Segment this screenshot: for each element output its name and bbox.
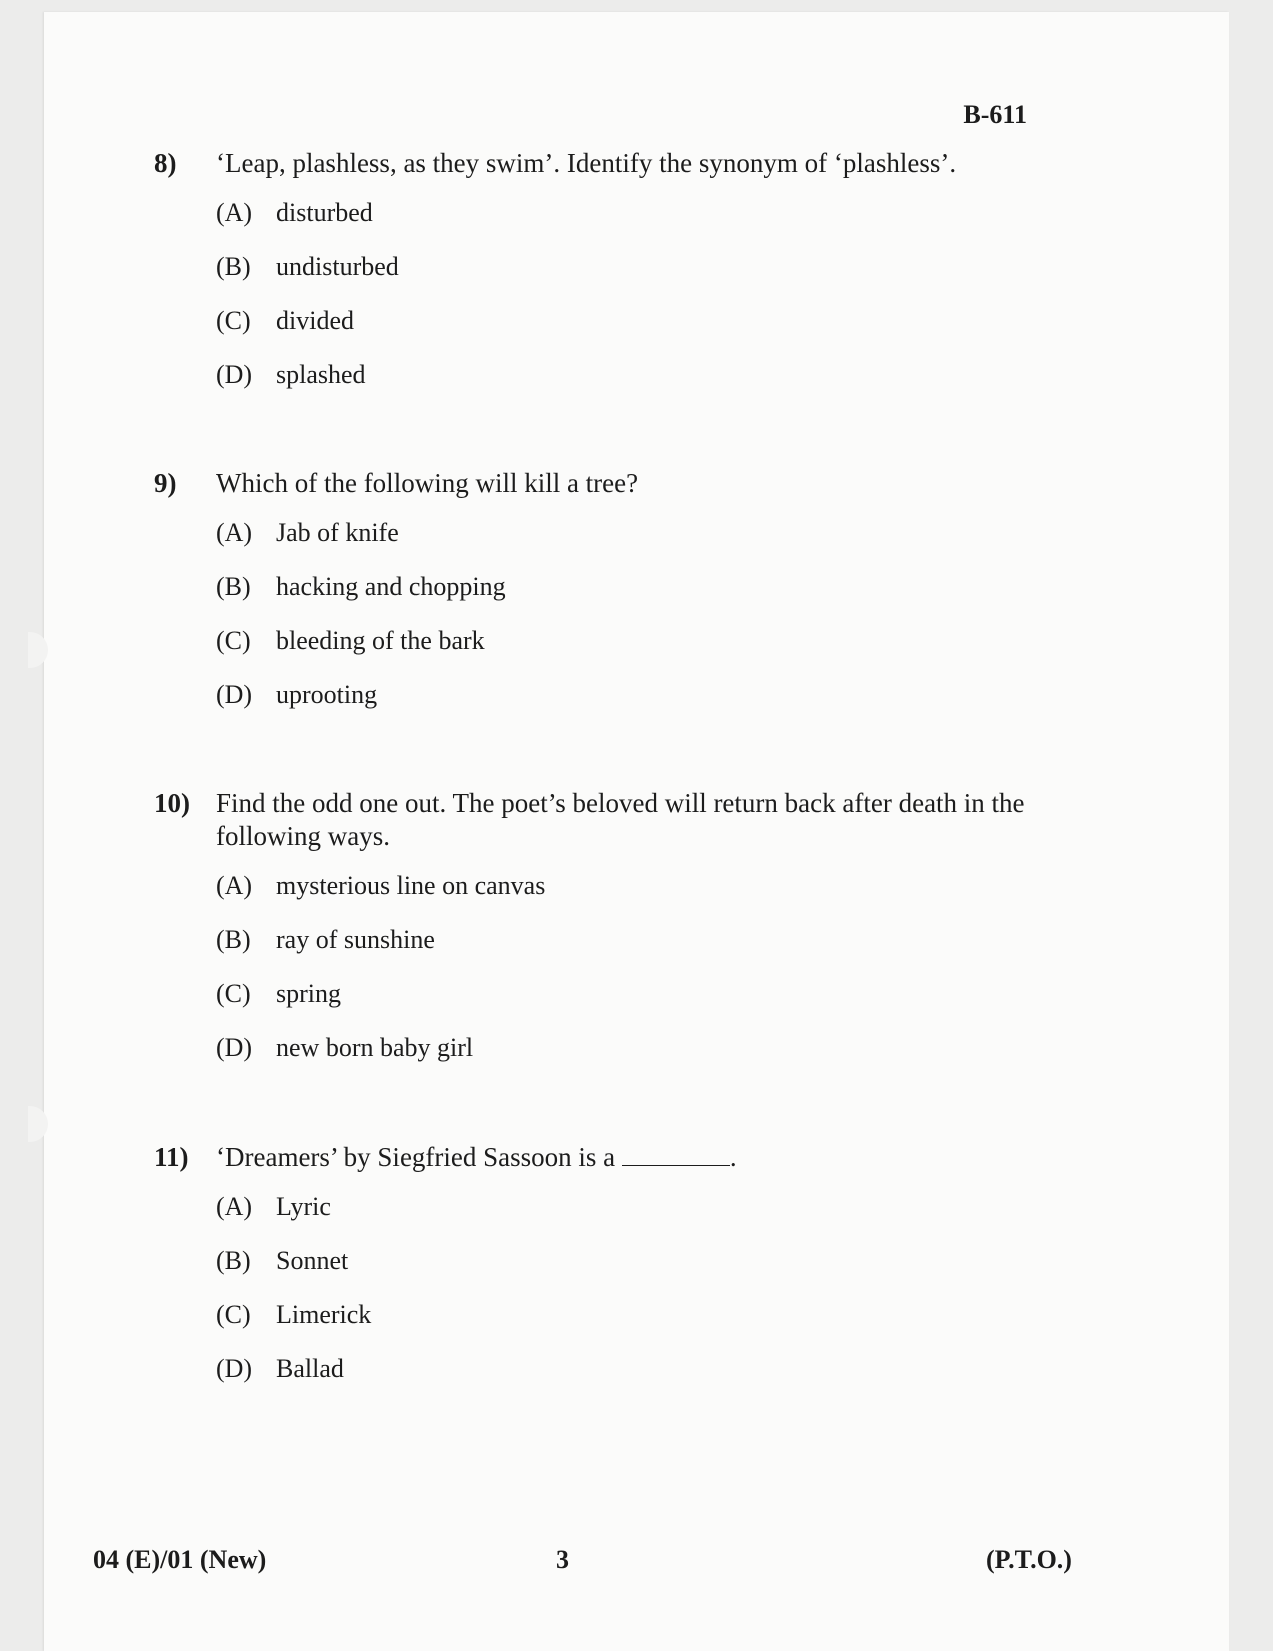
option-letter: (A): [216, 1192, 253, 1221]
question-text-before-blank: ‘Dreamers’ by Siegfried Sassoon is a: [216, 1142, 616, 1172]
option-text: bleeding of the bark: [276, 626, 485, 655]
option-text: spring: [276, 979, 341, 1008]
question-8: [154, 147, 1078, 414]
paper-code: B-611: [963, 100, 1027, 129]
question-11: [154, 1141, 1078, 1408]
option-b: [216, 925, 1078, 979]
option-letter: (B): [216, 252, 251, 281]
option-text: mysterious line on canvas: [276, 871, 546, 900]
footer-pto: (P.T.O.): [986, 1545, 1072, 1574]
option-text: Ballad: [276, 1354, 344, 1383]
option-text: divided: [276, 306, 354, 335]
option-a: [216, 1192, 1078, 1246]
option-letter: (D): [216, 680, 253, 709]
option-c: [216, 1300, 1078, 1354]
option-text: Jab of knife: [276, 518, 399, 547]
option-letter: (B): [216, 1246, 251, 1275]
question-text: Which of the following will kill a tree?: [216, 468, 639, 498]
option-letter: (A): [216, 518, 253, 547]
question-text: ‘Leap, plashless, as they swim’. Identify the synonym of ‘plashless’.: [216, 148, 957, 178]
option-a: [216, 518, 1078, 572]
option-letter: (D): [216, 360, 253, 389]
option-text: ray of sunshine: [276, 925, 435, 954]
option-c: [216, 626, 1078, 680]
footer-page-number: 3: [556, 1545, 569, 1574]
question-10: [154, 787, 1078, 1087]
option-text: Lyric: [276, 1192, 331, 1221]
option-letter: (B): [216, 925, 251, 954]
footer-subject-code: 04 (E)/01 (New): [93, 1545, 267, 1574]
option-a: [216, 198, 1078, 252]
option-text: disturbed: [276, 198, 373, 227]
question-number: 11): [154, 1142, 189, 1172]
question-text-after-blank: .: [729, 1142, 737, 1172]
option-text: new born baby girl: [276, 1033, 474, 1062]
option-d: [216, 360, 1078, 414]
option-list: [216, 1192, 1078, 1408]
option-letter: (D): [216, 1033, 253, 1062]
option-letter: (A): [216, 198, 253, 227]
option-b: [216, 1246, 1078, 1300]
option-text: undisturbed: [276, 252, 399, 281]
option-text: hacking and chopping: [276, 572, 506, 601]
option-letter: (C): [216, 1300, 251, 1329]
option-c: [216, 979, 1078, 1033]
option-letter: (B): [216, 572, 251, 601]
option-a: [216, 871, 1078, 925]
option-letter: (C): [216, 626, 251, 655]
option-text: Limerick: [276, 1300, 372, 1329]
option-b: [216, 572, 1078, 626]
option-letter: (A): [216, 871, 253, 900]
question-9: [154, 467, 1078, 734]
option-d: [216, 680, 1078, 734]
question-text: [216, 1141, 1078, 1174]
option-c: [216, 306, 1078, 360]
option-list: [216, 871, 1078, 1087]
option-text: Sonnet: [276, 1246, 349, 1275]
answer-blank: [622, 1143, 730, 1166]
question-number: 10): [154, 788, 190, 818]
option-letter: (C): [216, 306, 251, 335]
option-list: [216, 198, 1078, 414]
option-b: [216, 252, 1078, 306]
option-text: splashed: [276, 360, 366, 389]
question-number: 8): [154, 148, 177, 178]
option-d: [216, 1033, 1078, 1087]
question-text: Find the odd one out. The poet’s beloved will return back after death in the following ways.: [216, 788, 1025, 851]
option-text: uprooting: [276, 680, 378, 709]
option-letter: (C): [216, 979, 251, 1008]
option-d: [216, 1354, 1078, 1408]
question-number: 9): [154, 468, 177, 498]
option-letter: (D): [216, 1354, 253, 1383]
option-list: [216, 518, 1078, 734]
